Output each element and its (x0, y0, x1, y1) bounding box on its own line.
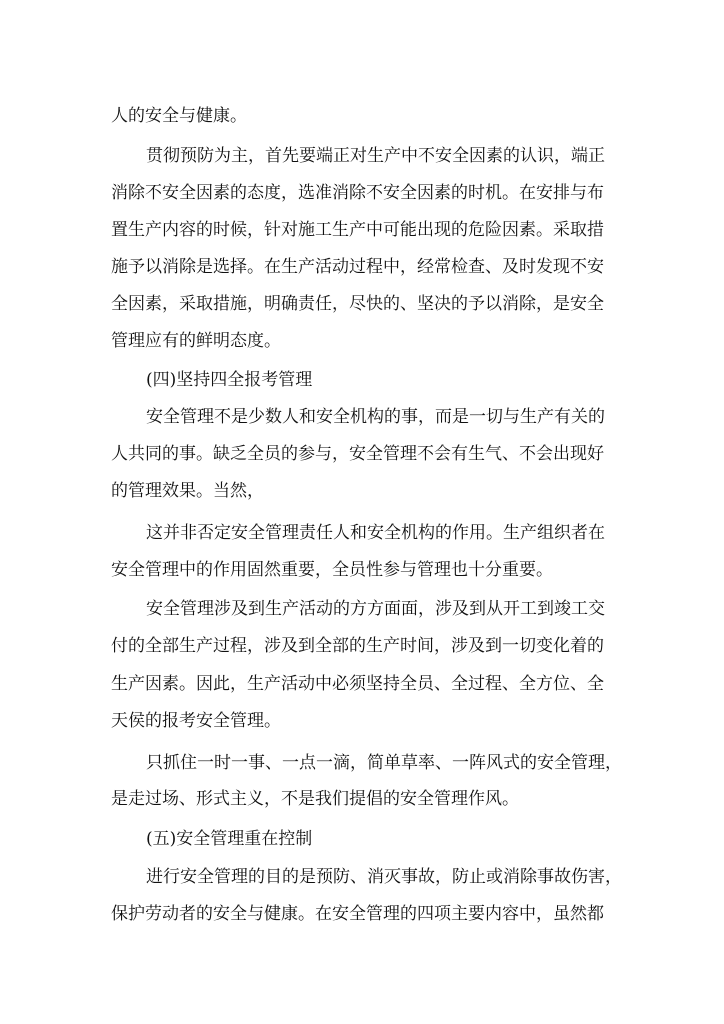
section-heading: (五)安全管理重在控制 (146, 829, 313, 849)
text-line: 消除不安全因素的态度，选准消除不安全因素的时机。在安排与布 (111, 183, 604, 203)
text-line: 施予以消除是选择。在生产活动过程中，经常检查、及时发现不安 (111, 257, 604, 277)
text-line: 安全管理中的作用固然重要，全员性参与管理也十分重要。 (111, 560, 553, 580)
text-line: 人共同的事。缺乏全员的参与，安全管理不会有生气、不会出现好 (111, 444, 604, 464)
text-line: 管理应有的鲜明态度。 (111, 331, 281, 351)
paragraph-first-line: 安全管理不是少数人和安全机构的事，而是一切与生产有关的 (146, 407, 605, 427)
text-line: 的管理效果。当然， (111, 481, 264, 501)
section-heading: (四)坚持四全报考管理 (146, 370, 313, 390)
paragraph-first-line: 这并非否定安全管理责任人和安全机构的作用。生产组织者在 (146, 523, 605, 543)
paragraph-first-line: 安全管理涉及到生产活动的方方面面，涉及到从开工到竣工交 (146, 599, 605, 619)
text-line: 全因素，采取措施，明确责任，尽快的、坚决的予以消除，是安全 (111, 294, 604, 314)
text-line: 是走过场、形式主义，不是我们提倡的安全管理作风。 (111, 789, 519, 809)
paragraph-first-line: 贯彻预防为主，首先要端正对生产中不安全因素的认识，端正 (146, 146, 605, 166)
text-line: 保护劳动者的安全与健康。在安全管理的四项主要内容中，虽然都 (111, 904, 604, 924)
paragraph-first-line: 只抓住一时一事、一点一滴，简单草率、一阵风式的安全管理， (146, 753, 622, 773)
text-line: 置生产内容的时候，针对施工生产中可能出现的危险因素。采取措 (111, 220, 604, 240)
text-line: 人的安全与健康。 (111, 106, 247, 126)
text-line: 天侯的报考安全管理。 (111, 711, 281, 731)
text-line: 付的全部生产过程，涉及到全部的生产时间，涉及到一切变化着的 (111, 636, 604, 656)
text-line: 生产因素。因此，生产活动中必须坚持全员、全过程、全方位、全 (111, 674, 604, 694)
paragraph-first-line: 进行安全管理的目的是预防、消灭事故，防止或消除事故伤害， (146, 867, 622, 887)
